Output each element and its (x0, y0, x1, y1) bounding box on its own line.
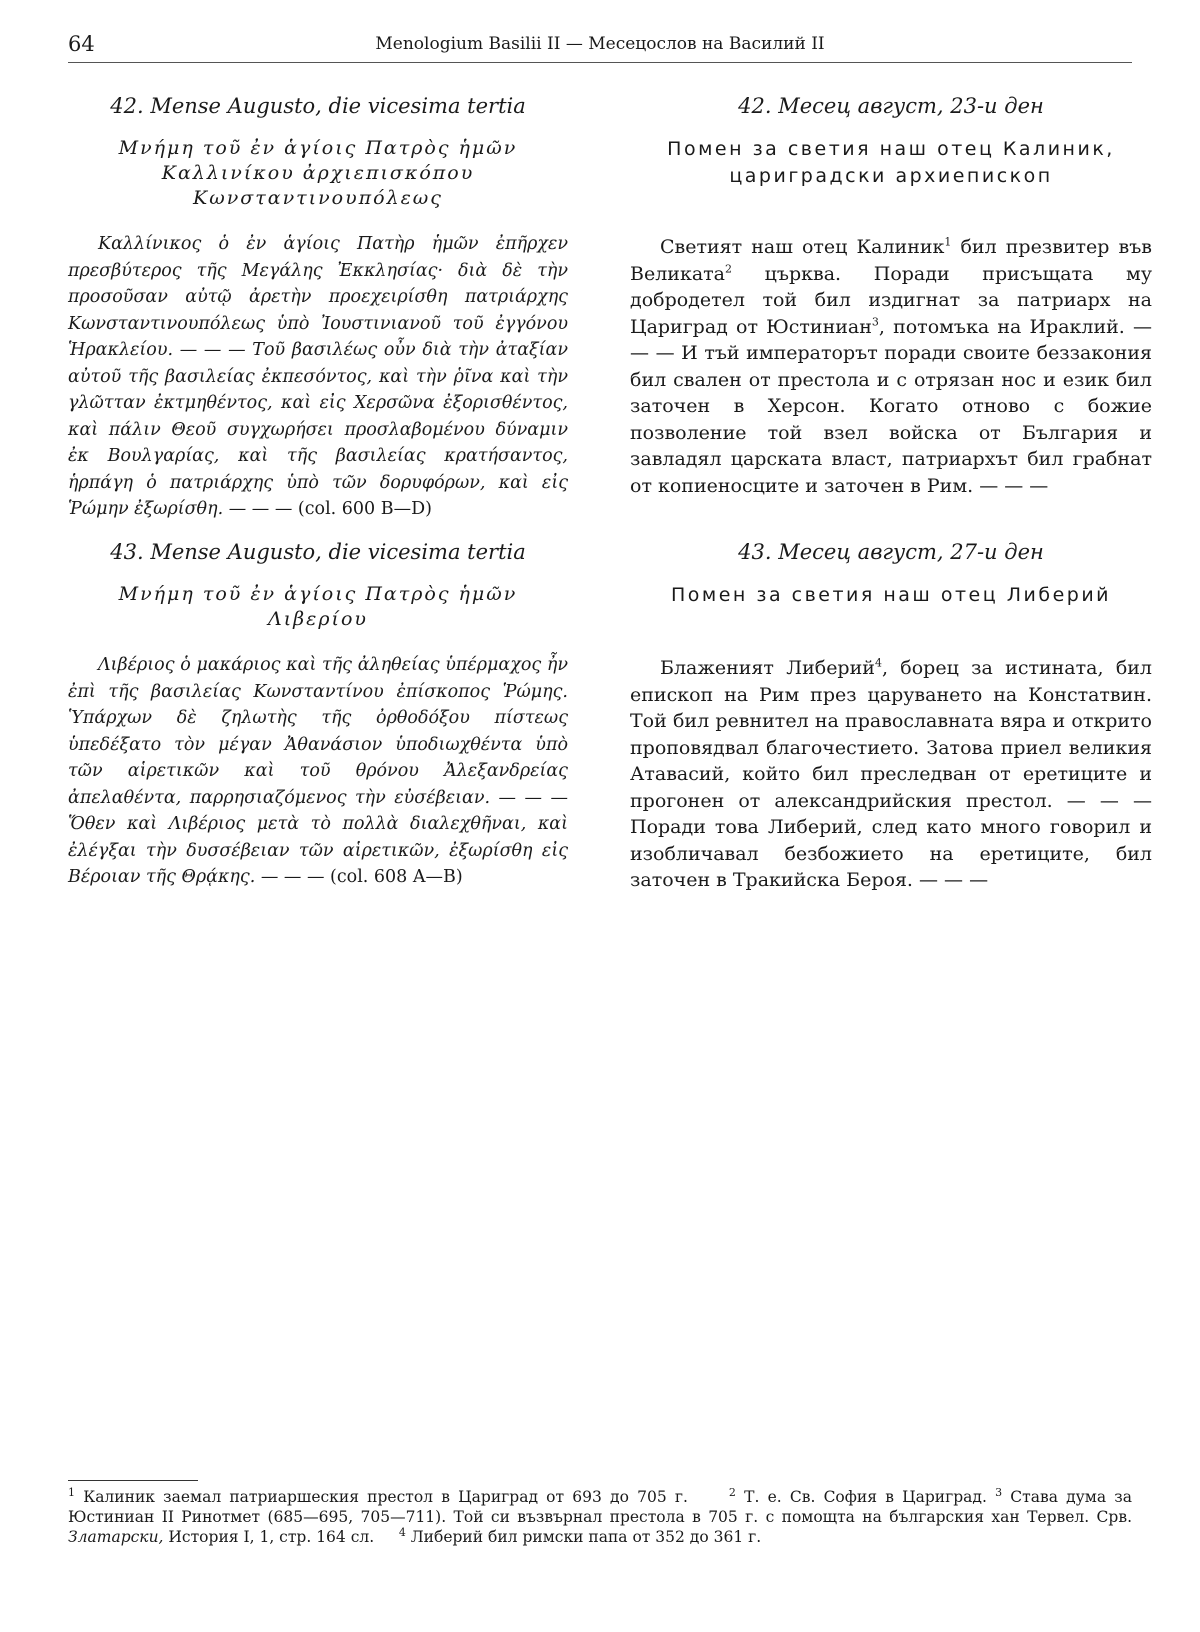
section-subtitle (68, 582, 568, 632)
column-reference: (col. 608 A—B) (330, 867, 463, 887)
footnote-3-cont: История I, 1, стр. 164 сл. (163, 1528, 375, 1546)
running-title: Menologium Basilii II — Месецослов на Василий II (375, 34, 825, 54)
footnote-4: Либерий бил римски папа от 352 до 361 г. (405, 1528, 762, 1546)
section-42-greek (68, 92, 568, 523)
footnote-divider (68, 1480, 198, 1481)
right-column (630, 92, 1153, 891)
footnote-ref[interactable]: 2 (724, 262, 732, 276)
footnote-author: Златарски, (68, 1528, 164, 1546)
body-text: , потомъка на Ираклий. — — — И тъй императорът поради своите беззакония бил свален от престола и с отрязан нос и език бил заточен в Херсон. Когато отново с божие позволение той взел войска от България и завладял царската власт, патриархът бил грабнат от копиеносците и заточен в Рим. — — — (630, 315, 1152, 497)
section-title: 43. Mense Augusto, die vicesima tertia (110, 540, 526, 564)
subtitle-line: Κωνσταντινουπόλεως (193, 187, 443, 209)
subtitle-line: Помен за светия наш отец Либерий (670, 584, 1112, 606)
section-title: 43. Месец август, 27-и ден (738, 540, 1044, 564)
footnote-number: 1 (68, 1485, 75, 1499)
section-subtitle (630, 582, 1152, 609)
footnote-ref[interactable]: 4 (874, 656, 882, 670)
footnote-number: 4 (398, 1525, 406, 1539)
page-number: 64 (68, 32, 95, 56)
section-42-bulgarian (630, 92, 1152, 499)
footnote-number: 2 (728, 1485, 736, 1499)
subtitle-line: Καλλινίκου ἀρχιεπισκόπου (161, 162, 475, 184)
footnote-1: Калиник заемал патриаршеския престол в Цариград от 693 до 705 г. (75, 1488, 688, 1506)
section-body (68, 231, 568, 523)
subtitle-line: цариградски архиепископ (729, 165, 1053, 187)
subtitle-line: Λιβερίου (268, 608, 368, 630)
footnote-number: 3 (995, 1485, 1003, 1499)
section-body (630, 655, 1152, 894)
section-43-greek (68, 538, 568, 891)
page-header (68, 30, 1132, 63)
footnotes (68, 1480, 1132, 1547)
footnote-2: Т. е. Св. София в Цариград. (735, 1488, 987, 1506)
subtitle-line: Μνήμη τοῦ ἐν ἁγίοις Πατρὸς ἡμῶν (118, 583, 518, 605)
footnote-ref[interactable]: 1 (944, 235, 952, 249)
section-subtitle (630, 136, 1152, 190)
column-reference: (col. 600 B—D) (297, 499, 432, 519)
section-43-bulgarian (630, 538, 1152, 894)
section-body (68, 652, 568, 891)
body-text: църква. Поради присъщата му добродетел той бил издигнат за патриарх на Цариград от Юстиниан (630, 262, 1152, 338)
body-text: , борец за истината, бил епископ на Рим през царуването на Констатвин. Той бил ревнител на православната вяра и открито проповядвал благочестието. Затова приел великия Атавасий, който бил преследван от еретиците и прогонен от александрийския престол. — — — Поради това Либерий, след като много говорил и изобличавал безбожието на еретиците, бил заточен в Тракийска Бероя. — — — (630, 657, 1153, 891)
subtitle-line: Μνήμη τοῦ ἐν ἁγίοις Πατρὸς ἡμῶν (118, 137, 518, 159)
body-text: бил презвитер във Великата (630, 236, 1153, 285)
body-text: Блаженият Либерий (660, 657, 875, 679)
subtitle-line: Помен за светия наш отец Калиник, (667, 138, 1115, 160)
footnote-text (68, 1487, 1132, 1547)
section-title: 42. Месец август, 23-и ден (738, 94, 1044, 118)
section-title: 42. Mense Augusto, die vicesima tertia (110, 94, 526, 118)
section-subtitle (68, 136, 568, 211)
left-column (68, 92, 568, 887)
section-body (630, 234, 1152, 499)
footnote-ref[interactable]: 3 (871, 315, 879, 329)
body-text: Καλλίνικος ὁ ἐν ἁγίοις Πατὴρ ἡμῶν ἐπῆρχεν πρεσβύτερος τῆς Μεγάλης Ἐκκλησίας· διὰ δὲ τὴν προσοῦσαν αὐτῷ ἀρετὴν προεχειρίσθη πατριάρχης Κωνσταντινουπόλεως ὑπὸ Ἰουστινιανοῦ τοῦ ἐγγόνου Ἡρακλείου. — — — Τοῦ βασιλέως οὖν διὰ τὴν ἀταξίαν αὐτοῦ τῆς βασιλείας ἐκπεσόντος, καὶ τὴν ῥῖνα καὶ τὴν γλῶτταν ἐκτμηθέντος, καὶ εἰς Χερσῶνα ἐξορισθέντος, καὶ πάλιν Θεοῦ συγχωρήσει προσλαβομένου δύναμιν ἐκ Βουλγαρίας, καὶ τῆς βασιλείας κρατήσαντος, ἡρπάγη ὁ πατριάρχης ὑπὸ τῶν δορυφόρων, καὶ εἰς Ῥώμην ἐξωρίσθη. — — — (68, 234, 568, 519)
body-text: Λιβέριος ὁ μακάριος καὶ τῆς ἀληθείας ὑπέρμαχος ἦν ἐπὶ τῆς βασιλείας Κωνσταντίνου ἐπίσκοπος Ῥώμης. Ὑπάρχων δὲ ζηλωτὴς τῆς ὀρθοδόξου πίστεως ὑπεδέξατο τὸν μέγαν Ἀθανάσιον ὑποδιωχθέντα ὑπὸ τῶν αἱρετικῶν καὶ τοῦ θρόνου Ἀλεξανδρείας ἀπελαθέντα, παρρησιαζόμενος τὴν εὐσέβειαν. — — — Ὅθεν καὶ Λιβέριος μετὰ τὸ πολλὰ διαλεχθῆναι, καὶ ἐλέγξαι τὴν δυσσέβειαν τῶν αἱρετικῶν, ἐξωρίσθη εἰς Βέροιαν τῆς Θρᾴκης. — — — (68, 655, 568, 887)
footnote-3: Става дума за Юстиниан II Ринотмет (685—695, 705—711). Той си възвърнал престола в 705 г. с помощта на българския хан Тервел. Срв. (68, 1488, 1132, 1526)
body-text: Светият наш отец Калиник (660, 236, 945, 258)
